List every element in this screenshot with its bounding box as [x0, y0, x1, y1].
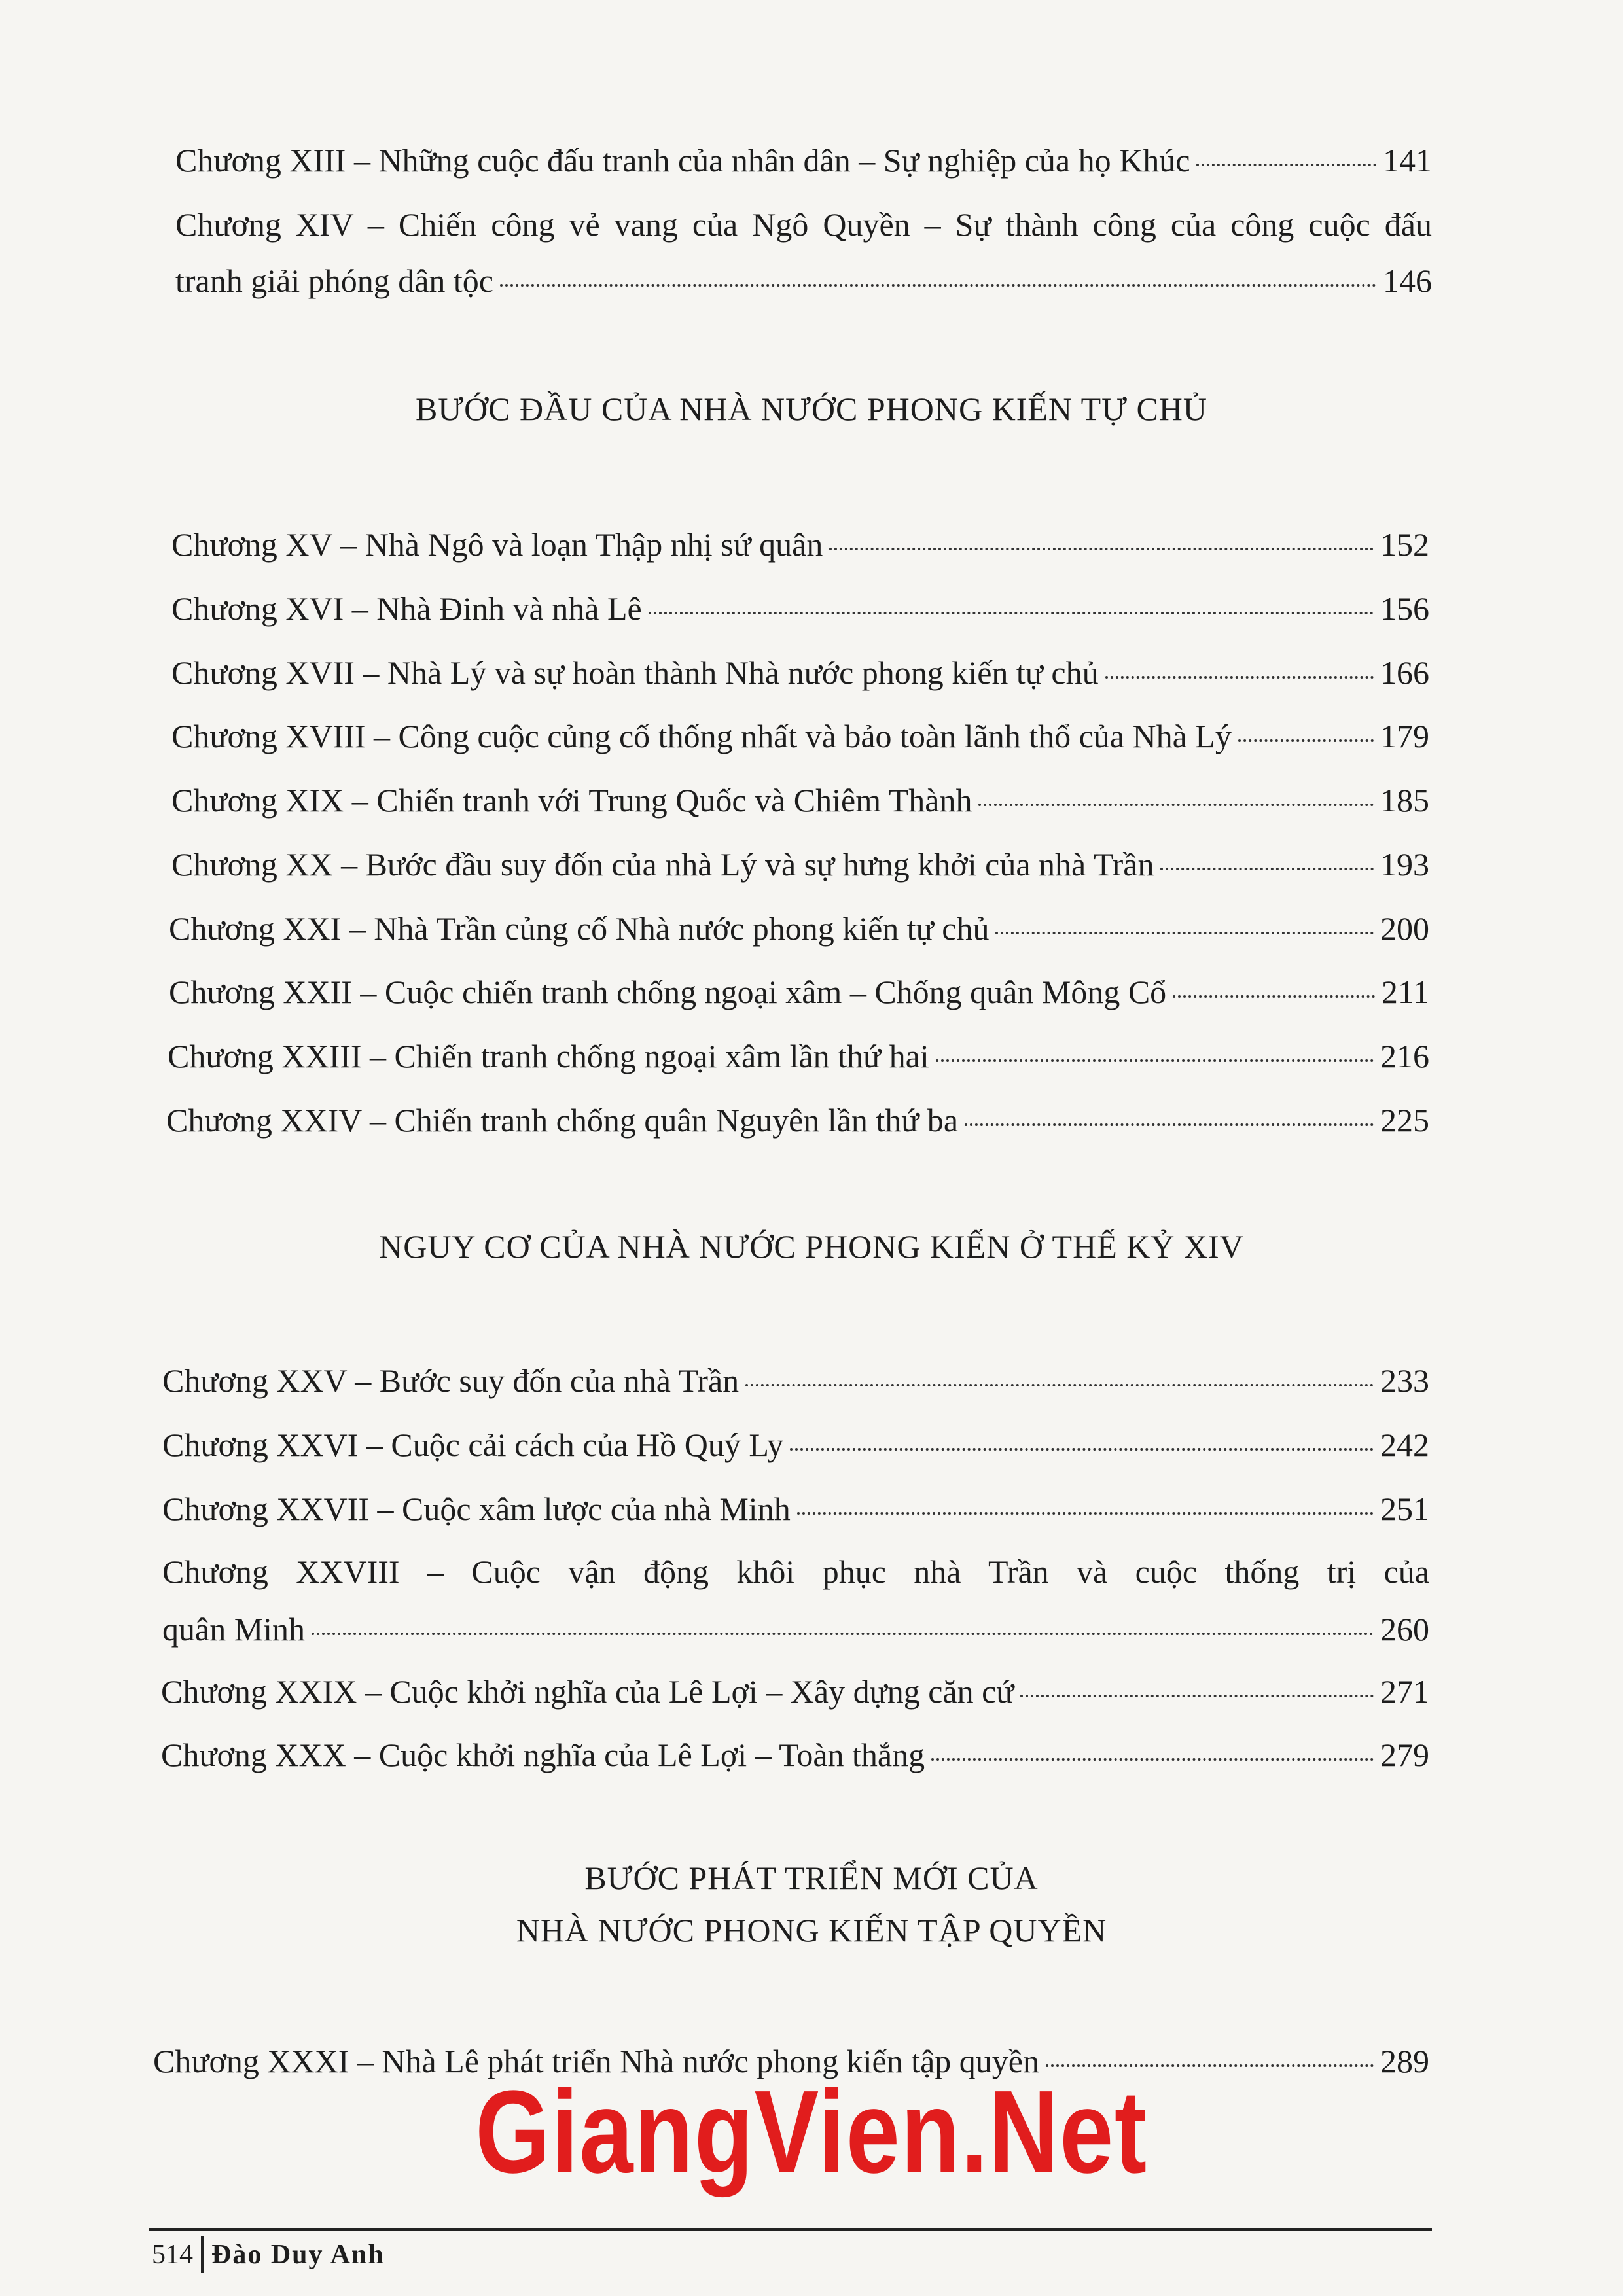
toc-entry	[171, 845, 1429, 884]
dot-leader	[829, 548, 1374, 550]
toc-entry	[162, 1425, 1429, 1464]
toc-entry	[166, 1101, 1429, 1140]
toc-entry	[171, 716, 1429, 756]
dot-leader	[1105, 676, 1374, 679]
entry-title-line1: Chương XXVIII – Cuộc vận động khôi phục nhà Trần và cuộc thống trị của	[162, 1553, 1429, 1590]
entry-page: 251	[1380, 1491, 1429, 1527]
dot-leader	[936, 1059, 1374, 1062]
entry-page: 271	[1380, 1673, 1429, 1710]
dot-leader	[995, 932, 1374, 934]
entry-title: Chương XXIX – Cuộc khởi nghĩa của Lê Lợi – Xây dựng căn cứ	[161, 1673, 1014, 1710]
entry-page: 141	[1383, 142, 1432, 179]
entry-title: Chương XXIII – Chiến tranh chống ngoại xâm lần thứ hai	[168, 1038, 929, 1074]
entry-page: 216	[1380, 1038, 1429, 1074]
toc-entry	[171, 653, 1429, 692]
dot-leader	[978, 804, 1374, 806]
dot-leader	[790, 1448, 1374, 1451]
dot-leader	[965, 1123, 1374, 1126]
section-heading: BƯỚC ĐẦU CỦA NHÀ NƯỚC PHONG KIẾN TỰ CHỦ	[415, 391, 1208, 427]
entry-title: Chương XX – Bước đầu suy đốn của nhà Lý và sự hưng khởi của nhà Trần	[171, 846, 1154, 883]
toc-entry	[161, 1735, 1429, 1775]
toc-entry	[171, 781, 1429, 820]
dot-leader	[312, 1633, 1374, 1635]
entry-title: Chương XXV – Bước suy đốn của nhà Trần	[162, 1362, 740, 1399]
dot-leader	[1173, 995, 1375, 998]
entry-page: 225	[1380, 1102, 1429, 1139]
toc-entry	[171, 525, 1429, 564]
footer-rule	[149, 2228, 1432, 2231]
entry-page: 193	[1380, 846, 1429, 883]
entry-title: Chương XXXI – Nhà Lê phát triển Nhà nước phong kiến tập quyền	[153, 2043, 1040, 2079]
entry-page: 179	[1380, 718, 1429, 754]
entry-title-line1: Chương XIV – Chiến công vẻ vang của Ngô Quyền – Sự thành công của công cuộc đấu	[175, 206, 1432, 243]
entry-title: Chương XV – Nhà Ngô và loạn Thập nhị sứ quân	[171, 526, 823, 563]
entry-title: Chương XVIII – Công cuộc củng cố thống nhất và bảo toàn lãnh thổ của Nhà Lý	[171, 718, 1232, 754]
entry-title: Chương XXIV – Chiến tranh chống quân Nguyên lần thứ ba	[166, 1102, 959, 1139]
toc-entry	[161, 1672, 1429, 1711]
toc-entry	[169, 909, 1429, 948]
section-heading-line2: NHÀ NƯỚC PHONG KIẾN TẬP QUYỀN	[516, 1912, 1107, 1949]
dot-leader	[500, 284, 1376, 287]
dot-leader	[1196, 164, 1376, 166]
entry-page: 156	[1380, 590, 1429, 627]
dot-leader	[1020, 1695, 1374, 1697]
dot-leader	[1238, 739, 1374, 742]
entry-page: 289	[1380, 2043, 1429, 2079]
entry-page: 279	[1380, 1737, 1429, 1773]
toc-entry	[162, 1489, 1429, 1528]
entry-title: Chương XVII – Nhà Lý và sự hoàn thành Nhà nước phong kiến tự chủ	[171, 654, 1099, 691]
footer-separator	[201, 2236, 204, 2273]
toc-entry	[175, 205, 1432, 300]
toc-entry	[169, 972, 1429, 1012]
entry-title: Chương XVI – Nhà Đinh và nhà Lê	[171, 590, 642, 627]
toc-entry	[175, 141, 1432, 180]
entry-title: Chương XXI – Nhà Trần củng cố Nhà nước phong kiến tự chủ	[169, 910, 990, 947]
footer-author: Đào Duy Anh	[211, 2240, 385, 2270]
entry-title: Chương XIII – Những cuộc đấu tranh của nhân dân – Sự nghiệp của họ Khúc	[175, 142, 1190, 179]
entry-title: Chương XXVII – Cuộc xâm lược của nhà Minh	[162, 1491, 791, 1527]
entry-title: quân Minh	[162, 1611, 306, 1648]
watermark-logo: GiangVien.Net	[475, 2066, 1148, 2198]
entry-title: Chương XXVI – Cuộc cải cách của Hồ Quý Ly	[162, 1426, 784, 1463]
dot-leader	[931, 1758, 1374, 1761]
entry-title: tranh giải phóng dân tộc	[175, 262, 493, 299]
entry-page: 233	[1380, 1362, 1429, 1399]
entry-page: 200	[1380, 910, 1429, 947]
entry-page: 242	[1380, 1426, 1429, 1463]
entry-page: 185	[1380, 782, 1429, 819]
entry-title: Chương XXII – Cuộc chiến tranh chống ngoại xâm – Chống quân Mông Cổ	[169, 974, 1167, 1010]
dot-leader	[745, 1384, 1374, 1386]
toc-entry	[168, 1036, 1429, 1076]
section-heading-line1: BƯỚC PHÁT TRIỂN MỚI CỦA	[584, 1860, 1039, 1896]
toc-entry	[162, 1361, 1429, 1400]
entry-page: 166	[1380, 654, 1429, 691]
section-heading: NGUY CƠ CỦA NHÀ NƯỚC PHONG KIẾN Ở THẾ KỶ XIV	[379, 1228, 1244, 1265]
entry-page: 146	[1383, 262, 1432, 299]
dot-leader	[649, 612, 1374, 614]
toc-entry	[171, 589, 1429, 628]
dot-leader	[797, 1512, 1374, 1515]
page-footer	[152, 2236, 385, 2273]
entry-title: Chương XIX – Chiến tranh với Trung Quốc và Chiêm Thành	[171, 782, 972, 819]
entry-page: 211	[1381, 974, 1429, 1010]
footer-page-number: 514	[152, 2240, 193, 2270]
entry-title: Chương XXX – Cuộc khởi nghĩa của Lê Lợi – Toàn thắng	[161, 1737, 925, 1773]
toc-entry	[162, 1552, 1429, 1649]
dot-leader	[1160, 868, 1374, 870]
entry-page: 152	[1380, 526, 1429, 563]
entry-page: 260	[1380, 1611, 1429, 1648]
